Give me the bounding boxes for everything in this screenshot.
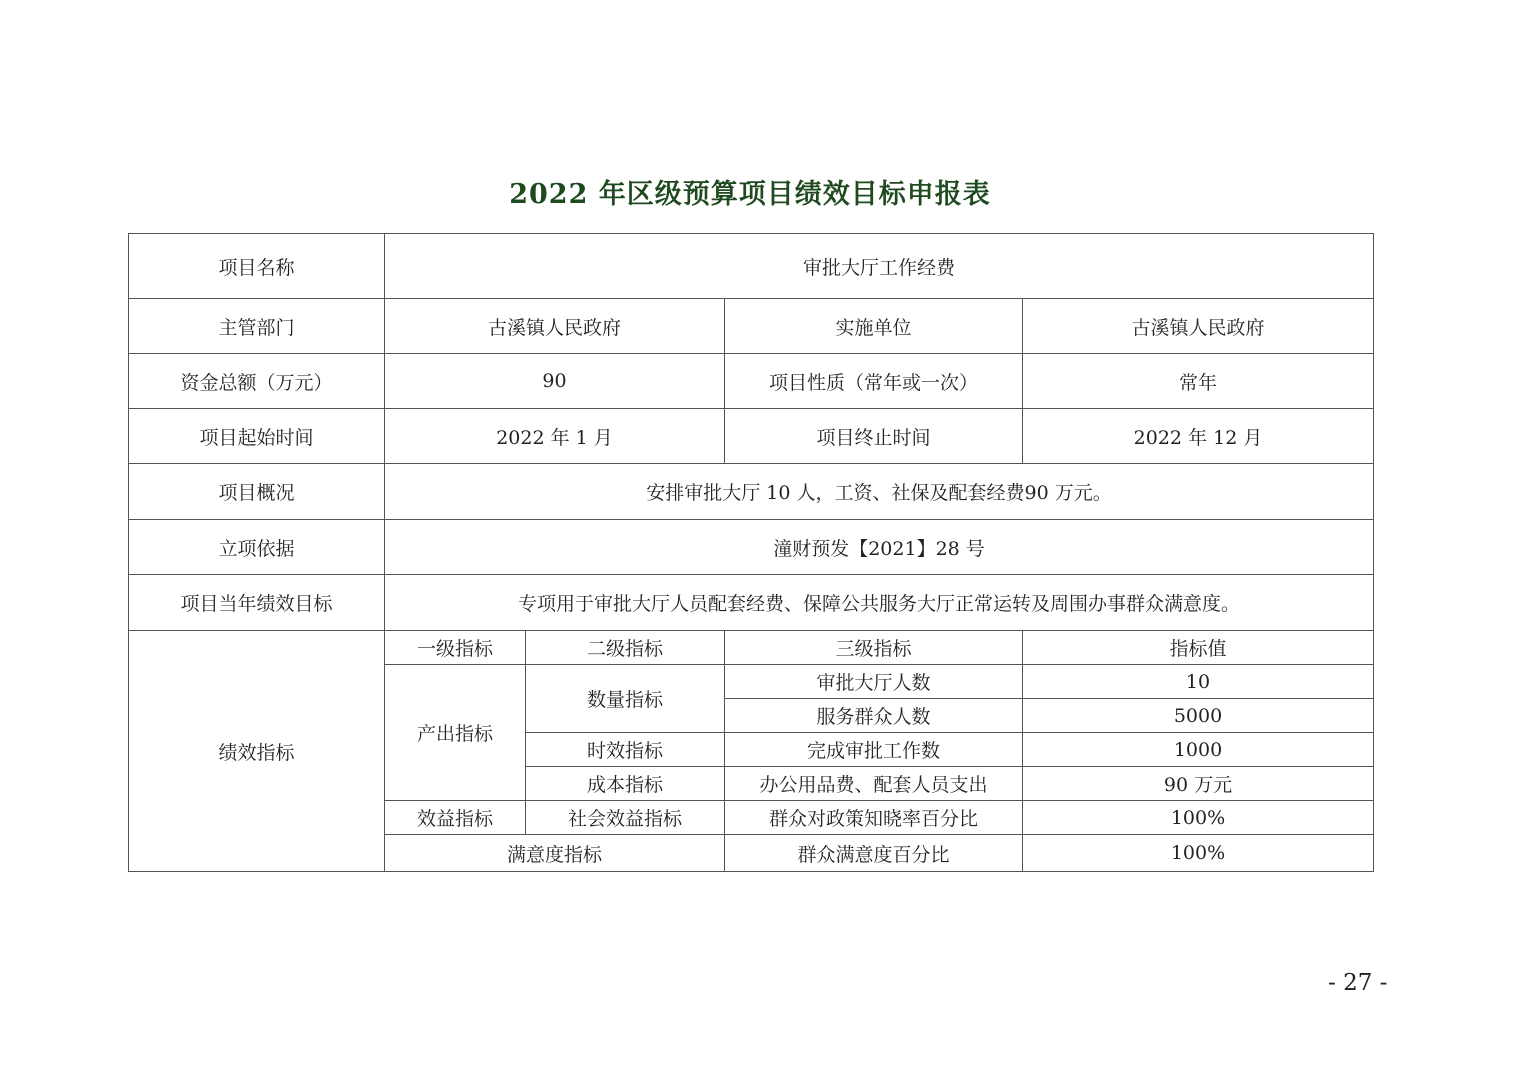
label-implementer: 实施单位 <box>725 299 1023 354</box>
budget-form-table <box>128 233 1374 872</box>
indicator-name: 群众满意度百分比 <box>725 835 1023 872</box>
label-timeliness: 时效指标 <box>526 733 725 767</box>
indicator-value: 5000 <box>1023 699 1374 733</box>
page-number: - 27 - <box>1328 970 1388 996</box>
label-department: 主管部门 <box>129 299 385 354</box>
indicator-value: 90 万元 <box>1023 767 1374 801</box>
label-quantity: 数量指标 <box>526 665 725 733</box>
header-level1: 一级指标 <box>385 631 526 665</box>
value-department: 古溪镇人民政府 <box>385 299 725 354</box>
indicator-value: 1000 <box>1023 733 1374 767</box>
label-nature: 项目性质（常年或一次） <box>725 354 1023 409</box>
indicator-value: 100% <box>1023 835 1374 872</box>
row-period <box>129 409 1374 464</box>
header-level3: 三级指标 <box>725 631 1023 665</box>
label-overview: 项目概况 <box>129 464 385 520</box>
row-basis <box>129 520 1374 575</box>
value-basis: 潼财预发【2021】28 号 <box>385 520 1374 575</box>
label-goal: 项目当年绩效目标 <box>129 575 385 631</box>
indicator-value: 10 <box>1023 665 1374 699</box>
indicator-name: 群众对政策知晓率百分比 <box>725 801 1023 835</box>
header-level2: 二级指标 <box>526 631 725 665</box>
label-indicators: 绩效指标 <box>129 631 385 872</box>
value-project-name: 审批大厅工作经费 <box>385 234 1374 299</box>
label-output: 产出指标 <box>385 665 526 801</box>
value-end: 2022 年 12 月 <box>1023 409 1374 464</box>
label-end: 项目终止时间 <box>725 409 1023 464</box>
label-satisfaction: 满意度指标 <box>385 835 725 872</box>
label-cost: 成本指标 <box>526 767 725 801</box>
label-start: 项目起始时间 <box>129 409 385 464</box>
label-social-benefit: 社会效益指标 <box>526 801 725 835</box>
label-funding: 资金总额（万元） <box>129 354 385 409</box>
label-project-name: 项目名称 <box>129 234 385 299</box>
indicator-name: 办公用品费、配套人员支出 <box>725 767 1023 801</box>
row-overview <box>129 464 1374 520</box>
row-department <box>129 299 1374 354</box>
document-title: 2022 年区级预算项目绩效目标申报表 <box>509 179 991 210</box>
row-goal <box>129 575 1374 631</box>
value-implementer: 古溪镇人民政府 <box>1023 299 1374 354</box>
indicator-name: 完成审批工作数 <box>725 733 1023 767</box>
label-basis: 立项依据 <box>129 520 385 575</box>
row-project-name <box>129 234 1374 299</box>
indicator-name: 审批大厅人数 <box>725 665 1023 699</box>
value-start: 2022 年 1 月 <box>385 409 725 464</box>
value-nature: 常年 <box>1023 354 1374 409</box>
indicator-value: 100% <box>1023 801 1374 835</box>
header-value: 指标值 <box>1023 631 1374 665</box>
row-indicator-header <box>129 631 1374 665</box>
indicator-name: 服务群众人数 <box>725 699 1023 733</box>
value-funding: 90 <box>385 354 725 409</box>
value-overview: 安排审批大厅 10 人，工资、社保及配套经费90 万元。 <box>385 464 1374 520</box>
row-funding <box>129 354 1374 409</box>
label-benefit: 效益指标 <box>385 801 526 835</box>
value-goal: 专项用于审批大厅人员配套经费、保障公共服务大厅正常运转及周围办事群众满意度。 <box>385 575 1374 631</box>
